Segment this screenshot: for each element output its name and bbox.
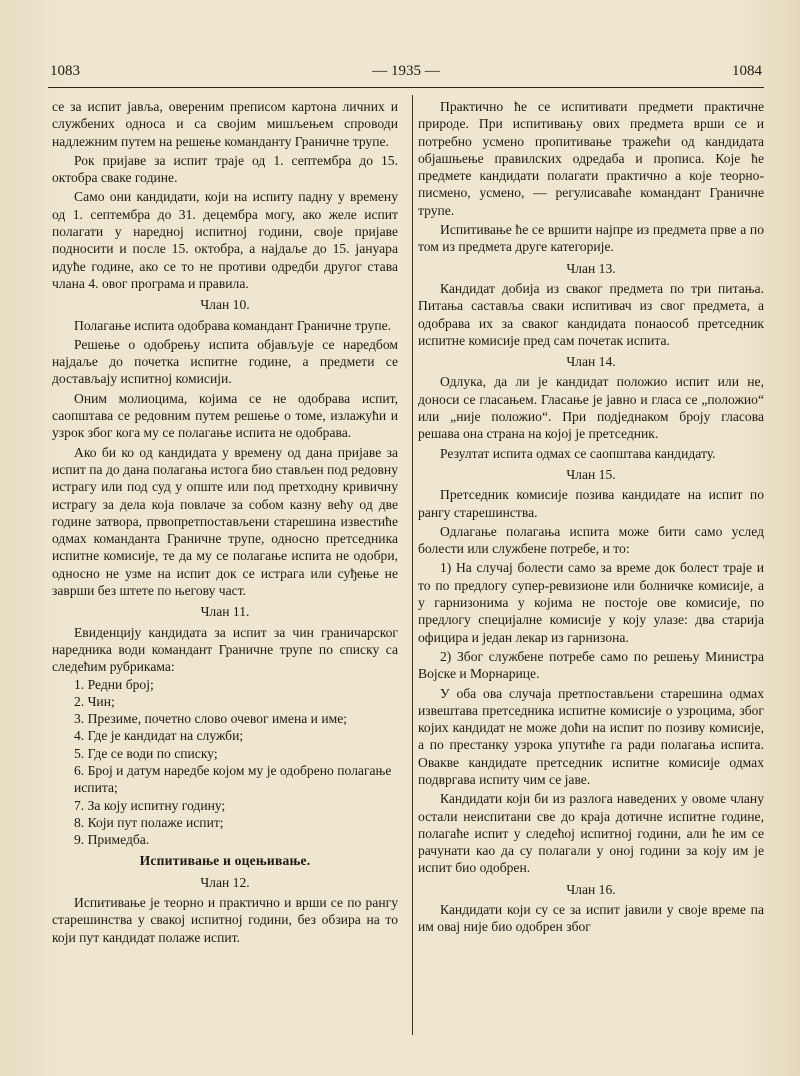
list-item: 8. Који пут полаже испит; (74, 814, 224, 830)
article-heading-12: Члан 12. (200, 874, 250, 890)
article-heading-11: Члан 11. (200, 604, 250, 620)
page-header (50, 63, 762, 85)
paragraph: Кандидати који би из разлога наведених у овоме члану остали неиспитани све до краја дотичне испитне године, полагаће испит у следећој испитној години, али ће им се рачунати као да су полагали у оној години за коју им је испит био одобрен. (418, 791, 764, 876)
paragraph: 1) На случај болести само за време док болест траје и то по предлогу супер-ревизионе или болничке комисије, а у гарнизонима у којима не постоје ове комисије, по предлогу специјалне комисије у коју улазе: два старија официра и један лекар из гарнизона. (418, 560, 764, 645)
paragraph: Испитивање ће се вршити најпре из предмета прве а по том из предмета друге категорије. (418, 222, 764, 255)
paragraph: Практично ће се испитивати предмети практичне природе. При испитивању ових предмета врши се и потребно усмено пропитивање тражећи од кандидата објашњење правилских одредаба и прописа. Које ће предмете кандидати полагати практично а које теорно-писмено, усмено, — регулисаваће командант Граничне трупе. (418, 99, 764, 218)
article-heading-15: Члан 15. (566, 466, 616, 482)
list-item: 6. Број и датум наредбе којом му је одобрено полагање испита; (74, 762, 392, 796)
paragraph: У оба ова случаја претпостављени старешина одмах извештава претседника испитне комисије о узроцима, због којих кандидат не може доћи на испит по позиву комисије, а по престанку узрока упутиће га ради полагања испита. Овакве кандидате претседник испитне комисије одмах подвргава испиту чим се јаве. (418, 685, 764, 787)
paragraph: Рок пријаве за испит траје од 1. септембра до 15. октобра сваке године. (52, 152, 398, 186)
paragraph: Одлука, да ли је кандидат положио испит или не, доноси се гласањем. Гласање је јавно и гласа се „положио“ или „није положио“. При подједнаком броју гласова решава она страна на којој је претседник. (418, 374, 764, 442)
right-page-number: 1084 (732, 63, 762, 79)
header-rule (48, 87, 764, 88)
paragraph: се за испит јавља, овереним преписом картона личних и службених односа и са својим мишљењем спроводи надлежним путем на решење команданту Граничне трупе. (52, 99, 398, 149)
left-page-number: 1083 (50, 63, 80, 79)
paragraph: Само они кандидати, који на испиту падну у времену од 1. септембра до 31. децембра могу, ако желе испит полагати у наредној испитној години, своје пријаве подносити и после 15. октобра, а најдаље до 15. јануара идуће године, ако се то не противи одредби другог става члана 4. овог програма и правила. (52, 189, 398, 291)
paragraph: Евиденцију кандидата за испит за чин граничарског наредника води командант Граничне трупе по списку са следећим рубрикама: (52, 624, 398, 675)
paragraph: Оним молиоцима, којима се не одобрава испит, саопштава се редовним путем решење о томе, излажући и узрок због кога му се полагање испита не одобрава. (52, 390, 398, 441)
list-item: 7. За коју испитну годину; (74, 797, 226, 813)
right-column (418, 98, 764, 936)
paragraph: Одлагање полагања испита може бити само услед болести или службене потребе, и то: (418, 523, 764, 557)
year-heading: — 1935 — (372, 63, 440, 79)
article-heading-14: Члан 14. (566, 354, 616, 370)
paragraph: Претседник комисије позива кандидате на испит по рангу старешинства. (418, 487, 764, 520)
article-heading-16: Члан 16. (566, 881, 616, 897)
list-item: 3. Презиме, почетно слово очевог имена и име; (74, 711, 348, 727)
paragraph: Резултат испита одмах се саопштава кандидату. (440, 445, 716, 461)
column-divider (412, 95, 413, 1035)
left-column (52, 98, 398, 946)
rubric-list (52, 676, 398, 849)
paragraph: Ако би ко од кандидата у времену од дана пријаве за испит па до дана полагања истога био стављен под редовну истрагу или под суд у опште или под претходну кривичну истрагу за дела која повлаче за собом казну већу од две године затвора, првопретпостављени старешина известиће одмах команданта Граничне трупе, односно претседника испитне комисије, те да му се полагање испита не одобри, односно не узме на испит док се истрага или суђење не заврши без штете по његову част. (52, 444, 398, 599)
paragraph: Кандидат добија из сваког предмета по три питања. Питања саставља сваки испитивач из свог предмета, а одобрава их за сваког кандидата понаособ претседник испитне комисије пред сам почетак испита. (418, 280, 764, 348)
paragraph: 2) Због службене потребе само по решењу Министра Војске и Морнарице. (418, 648, 764, 682)
article-heading-10: Члан 10. (200, 297, 250, 313)
paragraph: Кандидати који су се за испит јавили у своје време па им овај није био одобрен због (418, 902, 764, 935)
list-item: 4. Где је кандидат на служби; (74, 728, 244, 744)
section-title: Испитивање и оцењивање. (139, 853, 311, 869)
list-item: 1. Редни број; (74, 676, 154, 692)
paragraph: Испитивање је теорно и практично и врши се по рангу старешинства у свакој испитној години, без обзира на то који пут кандидат полаже испит. (52, 895, 398, 945)
paragraph: Полагање испита одобрава командант Граничне трупе. (74, 317, 392, 333)
list-item: 5. Где се води по списку; (74, 745, 218, 761)
article-heading-13: Члан 13. (566, 260, 616, 276)
list-item: 2. Чин; (74, 693, 115, 709)
paragraph: Решење о одобрењу испита објављује се наредбом најдаље до почетка испитне године, а предмети се достављају испитној комисији. (52, 336, 398, 387)
list-item: 9. Примедба. (74, 832, 150, 848)
